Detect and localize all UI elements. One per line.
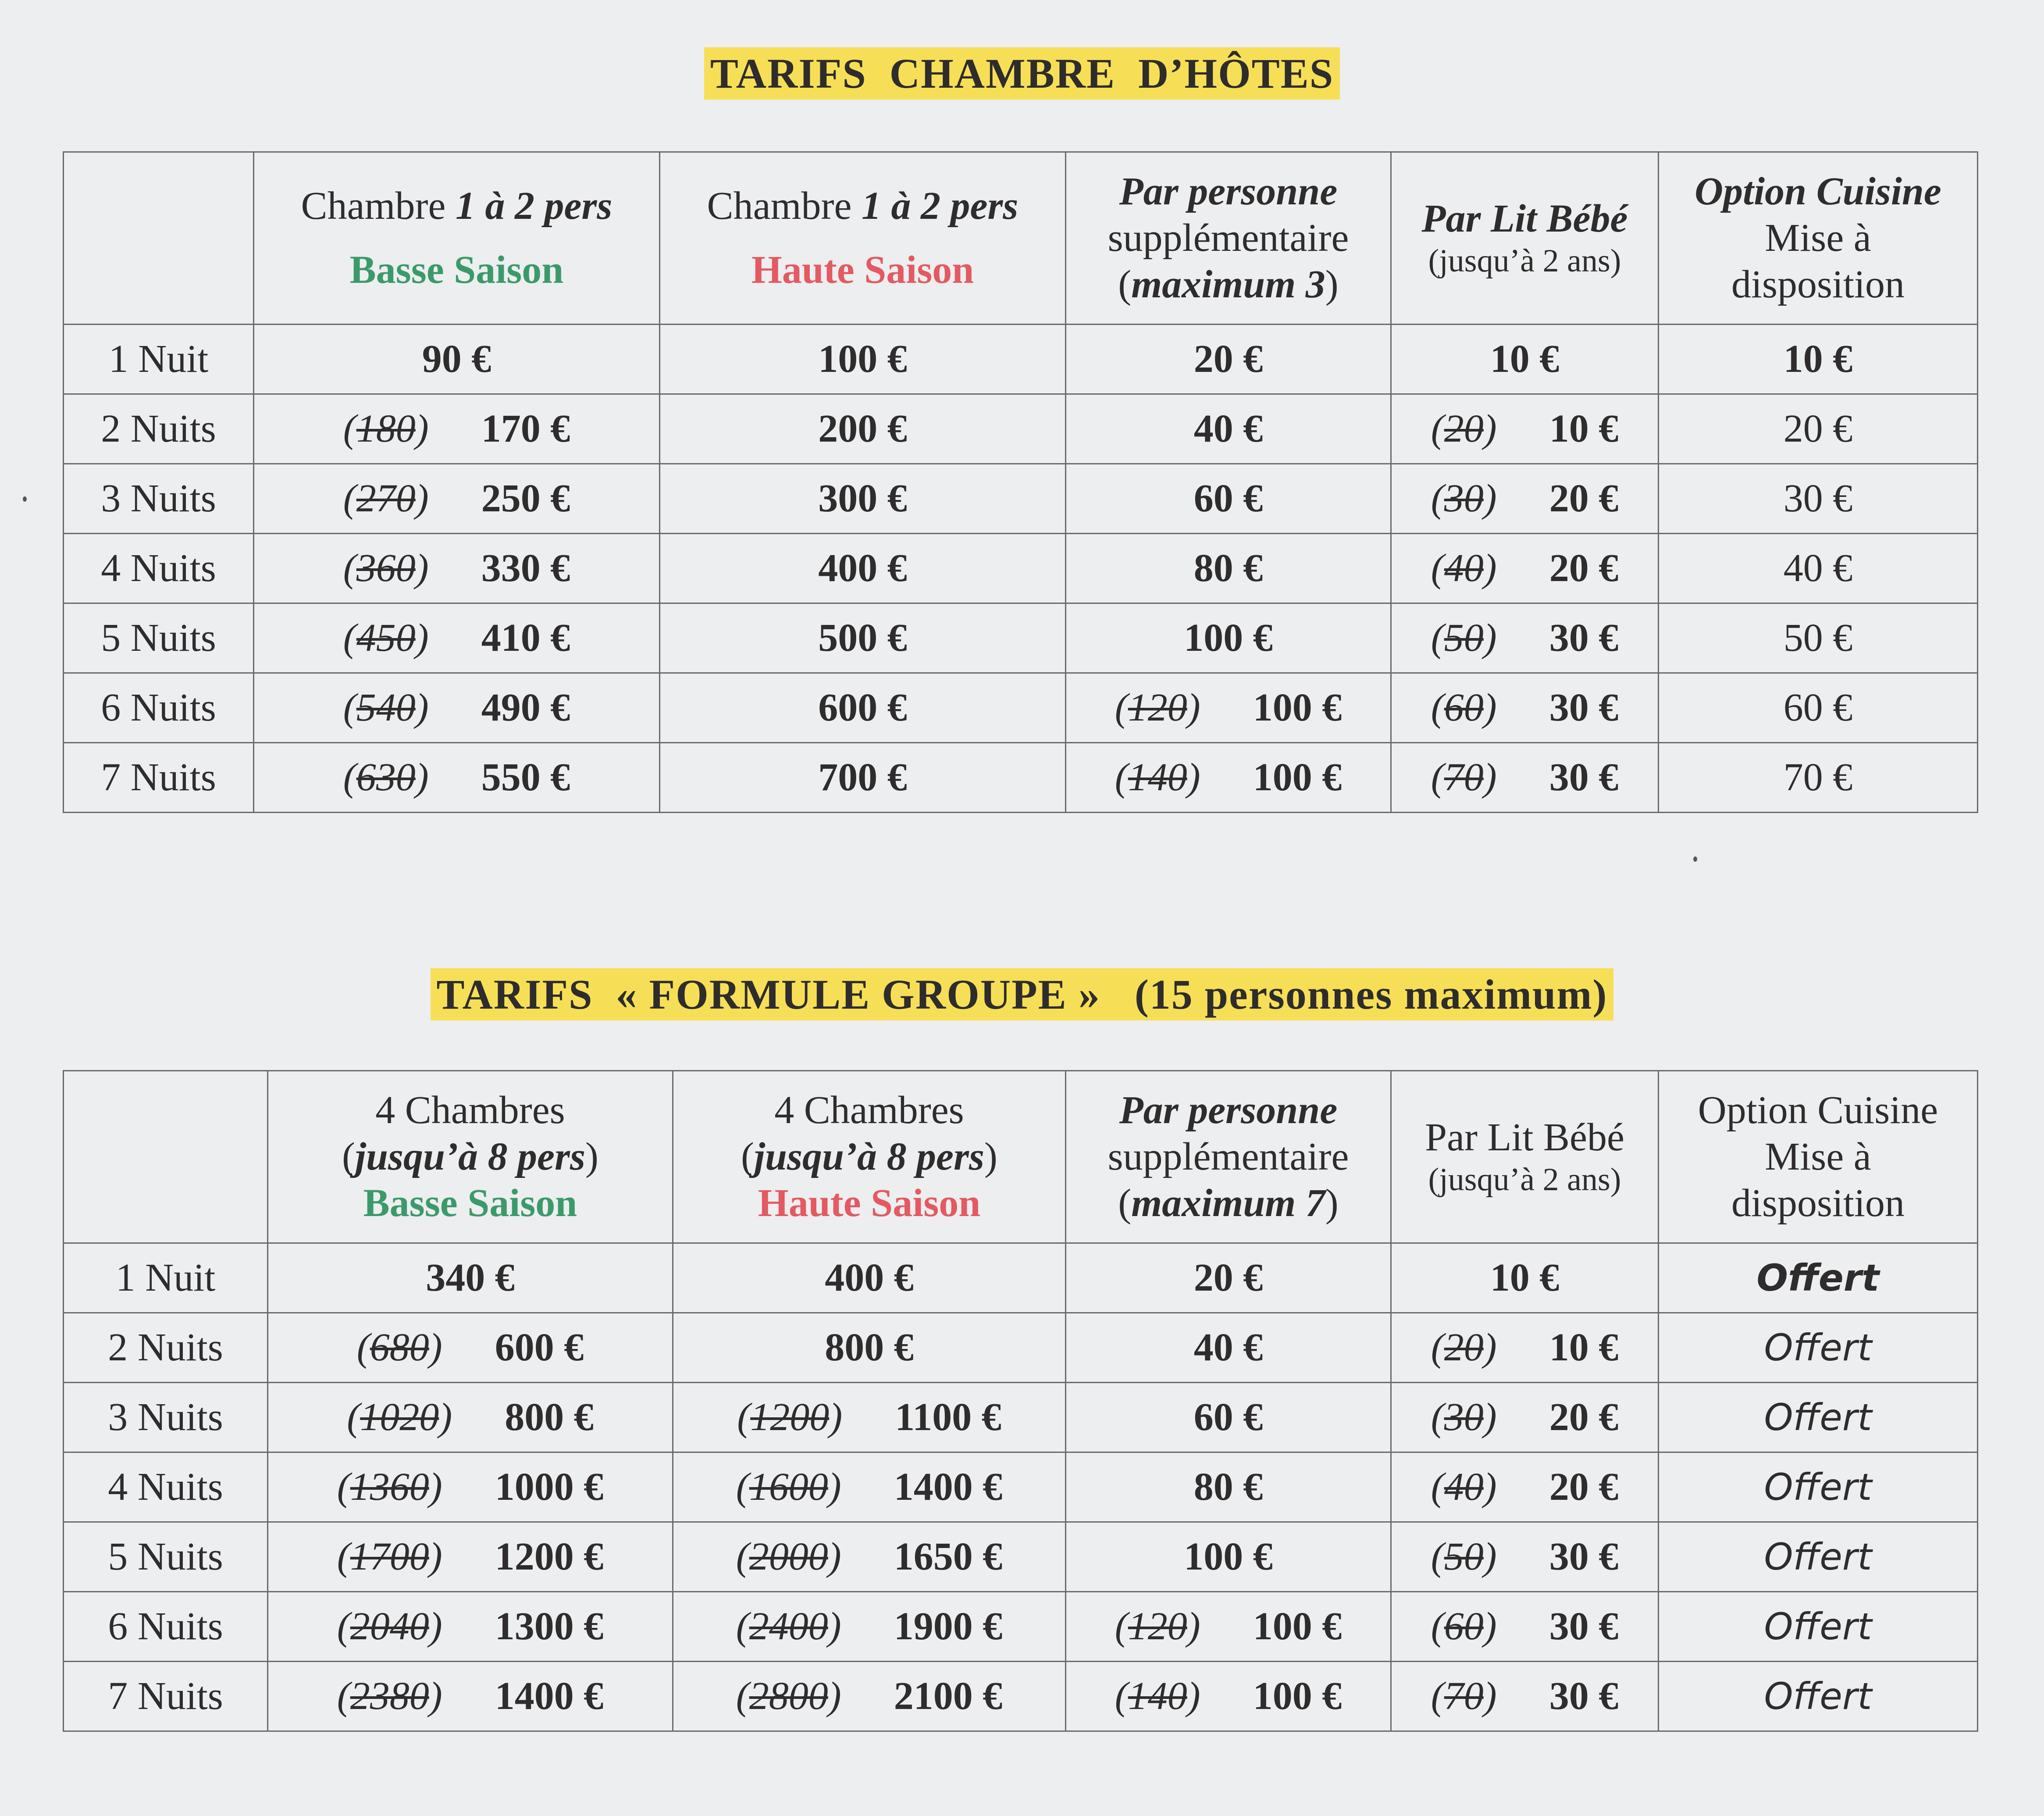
- kitchen-option-price: 70 €: [1659, 743, 1978, 813]
- old-price: (120): [1115, 1604, 1200, 1648]
- current-price: 1000 €: [495, 1465, 604, 1509]
- current-price: 40 €: [1193, 407, 1263, 450]
- current-price: 1100 €: [895, 1395, 1001, 1439]
- current-price: 60 €: [1193, 1395, 1263, 1439]
- price-cell: [268, 1592, 673, 1662]
- current-price: 100 €: [1253, 685, 1342, 729]
- room-rates-table: [63, 151, 1978, 813]
- old-price: (40): [1431, 546, 1497, 590]
- price-cell: [1391, 603, 1659, 673]
- price-cell: [268, 1452, 673, 1522]
- price-cell: [660, 325, 1066, 394]
- price-cell: [660, 464, 1066, 534]
- current-price: 10 €: [1549, 407, 1619, 450]
- table-row: [64, 603, 1978, 673]
- table-row: [64, 1383, 1978, 1452]
- price-cell: [673, 1452, 1066, 1522]
- current-price: 1200 €: [495, 1534, 604, 1578]
- current-price: 20 €: [1549, 1395, 1619, 1439]
- season-label-haute: Haute Saison: [751, 248, 974, 292]
- price-cell: [1391, 1662, 1659, 1731]
- kitchen-option-price: Offert: [1659, 1383, 1978, 1452]
- current-price: 400 €: [825, 1256, 914, 1299]
- kitchen-option-price: 30 €: [1659, 464, 1978, 534]
- night-count-label: 1 Nuit: [64, 325, 254, 394]
- table-row: [64, 1313, 1978, 1383]
- header-extra-person: Par personne supplémentaire (maximum 3): [1066, 152, 1391, 325]
- current-price: 200 €: [818, 407, 907, 450]
- price-cell: [1066, 1592, 1391, 1662]
- current-price: 20 €: [1549, 546, 1619, 590]
- price-cell: [1066, 1243, 1391, 1313]
- night-count-label: 2 Nuits: [64, 394, 254, 464]
- old-price: (20): [1431, 407, 1497, 450]
- old-price: (360): [343, 546, 429, 590]
- table-header-row: [64, 152, 1978, 325]
- current-price: 100 €: [818, 337, 907, 381]
- current-price: 20 €: [1193, 1256, 1263, 1299]
- section-2-title: [0, 970, 2044, 1019]
- price-cell: [1391, 1522, 1659, 1592]
- header-empty: [64, 1071, 268, 1243]
- table-row: [64, 1452, 1978, 1522]
- current-price: 10 €: [1490, 337, 1560, 381]
- table-row: [64, 1522, 1978, 1592]
- table-row: [64, 325, 1978, 394]
- price-cell: [254, 464, 660, 534]
- current-price: 2100 €: [894, 1674, 1003, 1718]
- price-cell: [268, 1383, 673, 1452]
- price-cell: [1391, 1592, 1659, 1662]
- price-cell: [673, 1313, 1066, 1383]
- kitchen-option-price: Offert: [1659, 1243, 1978, 1313]
- night-count-label: 1 Nuit: [64, 1243, 268, 1313]
- table-row: [64, 743, 1978, 813]
- price-cell: [1391, 743, 1659, 813]
- current-price: 80 €: [1193, 546, 1263, 590]
- current-price: 1400 €: [495, 1674, 604, 1718]
- current-price: 1400 €: [894, 1465, 1003, 1509]
- header-extra-person: Par personne supplémentaire (maximum 7): [1066, 1071, 1391, 1243]
- price-cell: [1391, 1243, 1659, 1313]
- current-price: 700 €: [818, 755, 907, 799]
- price-cell: [1066, 673, 1391, 743]
- table-row: [64, 394, 1978, 464]
- current-price: 30 €: [1549, 1534, 1619, 1578]
- current-price: 410 €: [481, 616, 570, 660]
- price-cell: [1066, 534, 1391, 603]
- old-price: (20): [1431, 1325, 1497, 1369]
- night-count-label: 4 Nuits: [64, 1452, 268, 1522]
- kitchen-option-price: 20 €: [1659, 394, 1978, 464]
- price-cell: [254, 673, 660, 743]
- price-cell: [1066, 394, 1391, 464]
- current-price: 490 €: [481, 685, 570, 729]
- old-price: (450): [343, 616, 429, 660]
- kitchen-option-price: 40 €: [1659, 534, 1978, 603]
- old-price: (30): [1431, 1395, 1497, 1439]
- current-price: 20 €: [1549, 476, 1619, 520]
- price-cell: [673, 1243, 1066, 1313]
- price-cell: [1066, 743, 1391, 813]
- current-price: 10 €: [1549, 1325, 1619, 1369]
- night-count-label: 7 Nuits: [64, 1662, 268, 1731]
- old-price: (1200): [737, 1395, 843, 1439]
- price-cell: [660, 673, 1066, 743]
- season-label-basse: Basse Saison: [349, 248, 564, 292]
- old-price: (270): [343, 476, 429, 520]
- price-cell: [1391, 325, 1659, 394]
- current-price: 10 €: [1490, 1256, 1560, 1299]
- old-price: (140): [1115, 1674, 1200, 1718]
- kitchen-option-price: Offert: [1659, 1522, 1978, 1592]
- old-price: (50): [1431, 1534, 1497, 1578]
- current-price: 300 €: [818, 476, 907, 520]
- price-cell: [660, 603, 1066, 673]
- price-cell: [254, 534, 660, 603]
- old-price: (30): [1431, 476, 1497, 520]
- night-count-label: 6 Nuits: [64, 673, 254, 743]
- night-count-label: 2 Nuits: [64, 1313, 268, 1383]
- price-cell: [254, 325, 660, 394]
- old-price: (2400): [736, 1604, 841, 1648]
- old-price: (60): [1431, 1604, 1497, 1648]
- price-cell: [1391, 394, 1659, 464]
- price-cell: [268, 1662, 673, 1731]
- price-cell: [1066, 1522, 1391, 1592]
- night-count-label: 5 Nuits: [64, 1522, 268, 1592]
- current-price: 600 €: [495, 1325, 584, 1369]
- old-price: (1360): [337, 1465, 442, 1509]
- night-count-label: 7 Nuits: [64, 743, 254, 813]
- kitchen-option-price: Offert: [1659, 1313, 1978, 1383]
- title-1-text: TARIFS CHAMBRE D’HÔTES: [704, 47, 1340, 100]
- old-price: (50): [1431, 616, 1497, 660]
- current-price: 100 €: [1253, 1604, 1342, 1648]
- night-count-label: 5 Nuits: [64, 603, 254, 673]
- price-cell: [1391, 464, 1659, 534]
- header-baby-bed: Par Lit Bébé (jusqu’à 2 ans): [1391, 152, 1659, 325]
- current-price: 250 €: [481, 476, 570, 520]
- price-cell: [1391, 1452, 1659, 1522]
- current-price: 20 €: [1193, 337, 1263, 381]
- header-empty: [64, 152, 254, 325]
- current-price: 30 €: [1549, 685, 1619, 729]
- old-price: (630): [343, 755, 429, 799]
- old-price: (60): [1431, 685, 1497, 729]
- price-cell: [254, 603, 660, 673]
- old-price: (70): [1431, 755, 1497, 799]
- current-price: 550 €: [481, 755, 570, 799]
- price-cell: [1066, 1383, 1391, 1452]
- price-cell: [673, 1522, 1066, 1592]
- kitchen-option-price: 50 €: [1659, 603, 1978, 673]
- price-cell: [673, 1592, 1066, 1662]
- current-price: 1900 €: [894, 1604, 1003, 1648]
- kitchen-option-price: 10 €: [1659, 325, 1978, 394]
- old-price: (180): [343, 407, 429, 450]
- old-price: (120): [1115, 685, 1200, 729]
- header-kitchen-option: Option Cuisine Mise à disposition: [1659, 152, 1978, 325]
- table-row: [64, 534, 1978, 603]
- price-cell: [1391, 673, 1659, 743]
- current-price: 800 €: [825, 1325, 914, 1369]
- old-price: (70): [1431, 1674, 1497, 1718]
- old-price: (2040): [337, 1604, 442, 1648]
- old-price: (1600): [736, 1465, 841, 1509]
- price-cell: [1066, 325, 1391, 394]
- price-cell: [660, 394, 1066, 464]
- table-row: [64, 464, 1978, 534]
- price-cell: [660, 534, 1066, 603]
- price-cell: [1066, 464, 1391, 534]
- old-price: (540): [343, 685, 429, 729]
- price-cell: [254, 394, 660, 464]
- night-count-label: 6 Nuits: [64, 1592, 268, 1662]
- current-price: 100 €: [1184, 616, 1273, 660]
- current-price: 30 €: [1549, 616, 1619, 660]
- table-row: [64, 1592, 1978, 1662]
- price-cell: [1391, 534, 1659, 603]
- old-price: (1700): [337, 1534, 442, 1578]
- night-count-label: 3 Nuits: [64, 464, 254, 534]
- table-row: [64, 1243, 1978, 1313]
- current-price: 60 €: [1193, 476, 1263, 520]
- current-price: 340 €: [426, 1256, 515, 1299]
- speck-mark: [23, 496, 27, 502]
- current-price: 100 €: [1253, 755, 1342, 799]
- header-haute-saison: Chambre 1 à 2 pers Haute Saison: [660, 152, 1066, 325]
- season-label-haute: Haute Saison: [758, 1181, 981, 1225]
- current-price: 800 €: [505, 1395, 594, 1439]
- price-cell: [1066, 603, 1391, 673]
- speck-mark: [1693, 856, 1697, 862]
- old-price: (2000): [736, 1534, 841, 1578]
- night-count-label: 4 Nuits: [64, 534, 254, 603]
- price-cell: [1066, 1662, 1391, 1731]
- old-price: (2380): [337, 1674, 442, 1718]
- old-price: (140): [1115, 755, 1200, 799]
- kitchen-option-price: Offert: [1659, 1662, 1978, 1731]
- price-cell: [1391, 1383, 1659, 1452]
- section-1-title: [0, 49, 2044, 98]
- current-price: 30 €: [1549, 1674, 1619, 1718]
- price-cell: [673, 1383, 1066, 1452]
- price-cell: [1391, 1313, 1659, 1383]
- kitchen-option-price: Offert: [1659, 1452, 1978, 1522]
- current-price: 90 €: [422, 337, 491, 381]
- title-2-text: TARIFS « FORMULE GROUPE » (15 personnes maximum): [431, 968, 1614, 1020]
- old-price: (680): [356, 1325, 442, 1369]
- current-price: 100 €: [1184, 1534, 1273, 1578]
- price-cell: [268, 1313, 673, 1383]
- header-baby-bed: Par Lit Bébé (jusqu’à 2 ans): [1391, 1071, 1659, 1243]
- table-header-row: [64, 1071, 1978, 1243]
- price-cell: [268, 1522, 673, 1592]
- kitchen-option-price: Offert: [1659, 1592, 1978, 1662]
- current-price: 170 €: [481, 407, 570, 450]
- header-basse-saison: Chambre 1 à 2 pers Basse Saison: [254, 152, 660, 325]
- current-price: 1300 €: [495, 1604, 604, 1648]
- current-price: 600 €: [818, 685, 907, 729]
- header-kitchen-option: Option Cuisine Mise à disposition: [1659, 1071, 1978, 1243]
- current-price: 20 €: [1549, 1465, 1619, 1509]
- current-price: 500 €: [818, 616, 907, 660]
- price-cell: [1066, 1313, 1391, 1383]
- table-row: [64, 1662, 1978, 1731]
- current-price: 400 €: [818, 546, 907, 590]
- current-price: 30 €: [1549, 755, 1619, 799]
- price-cell: [254, 743, 660, 813]
- current-price: 1650 €: [894, 1534, 1003, 1578]
- season-label-basse: Basse Saison: [363, 1181, 577, 1225]
- current-price: 80 €: [1193, 1465, 1263, 1509]
- kitchen-option-price: 60 €: [1659, 673, 1978, 743]
- price-cell: [660, 743, 1066, 813]
- current-price: 330 €: [481, 546, 570, 590]
- old-price: (2800): [736, 1674, 841, 1718]
- price-cell: [1066, 1452, 1391, 1522]
- header-haute-saison: 4 Chambres (jusqu’à 8 pers) Haute Saison: [673, 1071, 1066, 1243]
- old-price: (40): [1431, 1465, 1497, 1509]
- current-price: 40 €: [1193, 1325, 1263, 1369]
- price-cell: [673, 1662, 1066, 1731]
- current-price: 30 €: [1549, 1604, 1619, 1648]
- table-row: [64, 673, 1978, 743]
- header-basse-saison: 4 Chambres (jusqu’à 8 pers) Basse Saison: [268, 1071, 673, 1243]
- night-count-label: 3 Nuits: [64, 1383, 268, 1452]
- old-price: (1020): [347, 1395, 452, 1439]
- price-cell: [268, 1243, 673, 1313]
- current-price: 100 €: [1253, 1674, 1342, 1718]
- group-rates-table: [63, 1070, 1978, 1732]
